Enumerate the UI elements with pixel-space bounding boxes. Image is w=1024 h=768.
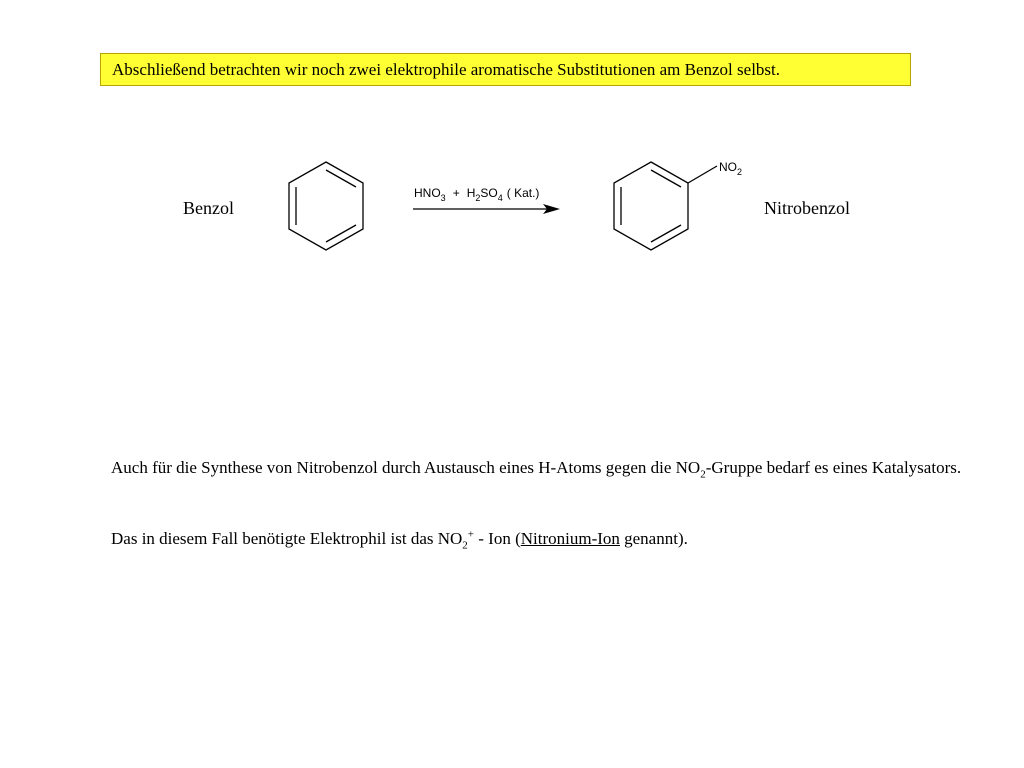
- reagent-so: SO: [480, 186, 498, 200]
- benzene-structure: [289, 162, 363, 250]
- product-label: Nitrobenzol: [764, 198, 850, 218]
- nitro-no-sub: 2: [737, 167, 743, 177]
- electrophile-paragraph: [111, 527, 991, 551]
- p1-text-a: Auch für die Synthese von Nitrobenzol durch Austausch eines H-Atoms gegen die NO: [111, 458, 701, 477]
- reagent-h-sub: 2: [475, 193, 481, 203]
- p1-sub: 2: [700, 468, 706, 481]
- reagent-text: [414, 186, 539, 203]
- p2-text-c: genannt).: [619, 529, 688, 548]
- reagent-hno: HNO: [414, 186, 441, 200]
- reagent-so-sub: 4: [497, 193, 503, 203]
- reaction-arrow: [413, 204, 560, 214]
- reaction-scheme: [0, 0, 1024, 300]
- reagent-plus: +: [452, 186, 460, 200]
- reagent-kat: ( Kat.): [506, 186, 540, 200]
- nitro-no: NO: [719, 160, 737, 174]
- p2-text-a: Das in diesem Fall benötigte Elektrophil ist das NO: [111, 529, 463, 548]
- intro-text: Abschließend betrachten wir noch zwei elektrophile aromatische Substitutionen am Benzol selbst.: [112, 60, 781, 79]
- nitronium-ion-link[interactable]: Nitronium-Ion: [520, 529, 620, 548]
- p1-text-b: -Gruppe bedarf es eines Katalysators.: [705, 458, 962, 477]
- reactant-label: Benzol: [183, 198, 234, 218]
- nitro-group-label: [719, 160, 742, 177]
- p2-text-b: - Ion (: [474, 529, 521, 548]
- catalyst-paragraph: [111, 456, 991, 480]
- nitrobenzene-structure: [614, 162, 717, 250]
- p2-sup: +: [467, 528, 474, 541]
- reagent-h: H: [466, 186, 476, 200]
- reagent-hno-sub: 3: [440, 193, 446, 203]
- p2-sub: 2: [462, 539, 468, 552]
